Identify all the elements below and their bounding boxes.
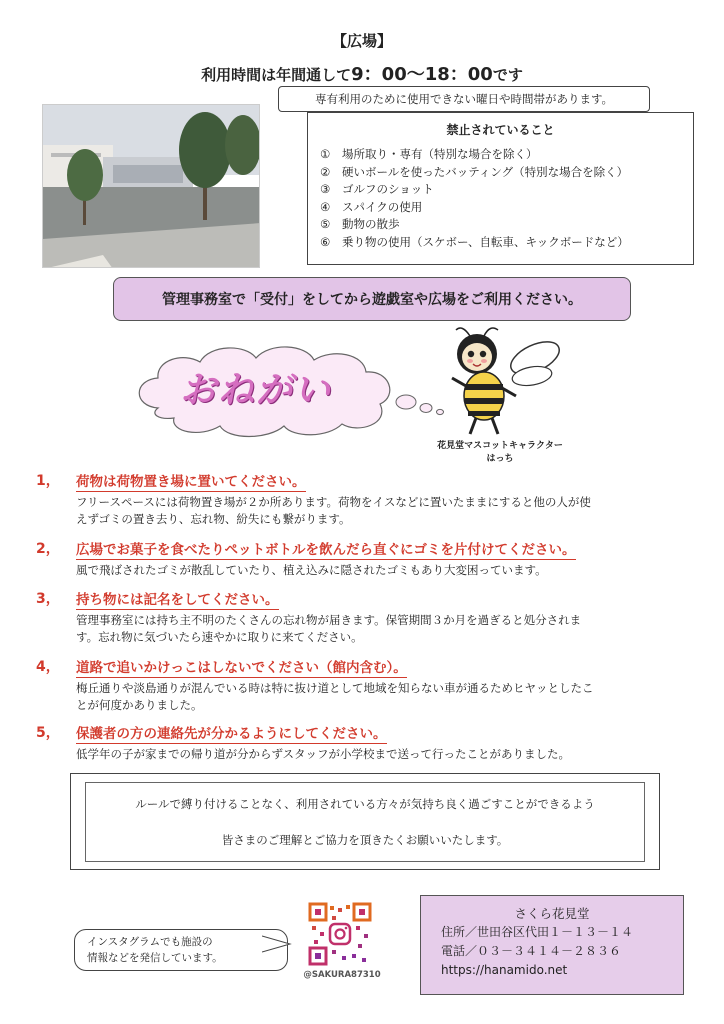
request-heading: 道路で追いかけっこはしないでください（館内含む）。	[76, 656, 407, 678]
request-heading: 保護者の方の連絡先が分かるようにしてください。	[76, 722, 387, 744]
request-heading: 持ち物には記名をしてください。	[76, 588, 279, 610]
prohibited-item	[320, 181, 681, 199]
mascot-name: はっち	[486, 454, 514, 464]
prohibited-list	[320, 146, 681, 251]
instagram-bubble	[74, 929, 288, 971]
mascot-caption-line1: 花見堂マスコットキャラクター	[437, 441, 563, 451]
onegai-title: おねがい	[180, 370, 333, 411]
prohibited-rules-box	[307, 112, 694, 265]
prohibited-text: 場所取り・専有（特別な場合を除く）	[342, 147, 538, 161]
facility-name: さくら花見堂	[514, 906, 590, 921]
facility-url[interactable]: https://hanamido.net	[441, 963, 568, 977]
prohibited-item	[320, 146, 681, 164]
request-number: 3，	[36, 591, 60, 607]
prohibited-text: ゴルフのショット	[342, 182, 434, 196]
prohibited-num: ②	[320, 164, 331, 179]
request-body-line: 梅丘通りや淡島通りが混んでいる時は特に抜け道として地域を知らない車が通るためヒヤッとしたこ	[76, 681, 594, 695]
request-heading: 広場でお菓子を食べたりペットボトルを飲んだら直ぐにゴミを片付けてください。	[76, 538, 576, 560]
hours-time: 9：00～18：00	[351, 64, 493, 85]
prohibited-text: スパイクの使用	[342, 199, 423, 214]
hours-prefix: 利用時間は年間通して	[201, 66, 352, 84]
request-body	[76, 612, 696, 646]
bubble-tail-icon	[262, 934, 292, 956]
prohibited-num: ④	[320, 199, 331, 214]
request-number: 5，	[36, 725, 60, 741]
contact-box	[420, 895, 684, 995]
request-item	[36, 656, 696, 714]
closing-inner-frame	[85, 782, 645, 862]
bubble-line2: 情報などを発信しています。	[87, 952, 223, 964]
closing-message-box	[70, 773, 660, 870]
prohibited-num: ③	[320, 182, 331, 196]
facility-address: 住所／世田谷区代田１－１３－１４	[441, 925, 634, 939]
plaza-photo-image	[43, 105, 260, 268]
opening-hours	[0, 60, 724, 86]
request-heading: 荷物は荷物置き場に置いてください。	[76, 470, 306, 492]
prohibited-title: 禁止されていること	[446, 123, 555, 137]
bee-mascot	[440, 326, 570, 438]
closing-line1: ルールで縛り付けることなく、利用されている方々が気持ち良く過ごすことができるよう	[135, 797, 595, 811]
request-number: 2，	[36, 541, 60, 557]
request-body	[76, 562, 696, 579]
prohibited-num: ①	[320, 147, 331, 161]
prohibited-text: 動物の散歩	[342, 217, 400, 231]
request-body	[76, 746, 696, 763]
request-item	[36, 722, 696, 763]
prohibited-text: 硬いボールを使ったバッティング（特別な場合を除く）	[342, 164, 629, 179]
request-item	[36, 470, 696, 528]
request-item	[36, 538, 696, 579]
request-body-line: 風で飛ばされたゴミが散乱していたり、植え込みに隠されたゴミもあり大変困っています。	[76, 563, 547, 577]
mascot-caption	[410, 440, 590, 466]
request-body	[76, 680, 696, 714]
hours-suffix: です	[492, 66, 523, 84]
request-item	[36, 588, 696, 646]
prohibited-item	[320, 164, 681, 182]
reception-banner: 管理事務室で「受付」をしてから遊戯室や広場をご利用ください。	[113, 277, 631, 321]
bee-mascot-illustration	[440, 326, 570, 438]
instagram-handle: @SAKURA87310	[303, 970, 381, 980]
request-body-line: 管理事務室には持ち主不明のたくさんの忘れ物が届きます。保管期間３か月を過ぎると処分されま	[76, 613, 582, 627]
prohibited-num: ⑥	[320, 234, 331, 249]
prohibited-item	[320, 216, 681, 234]
prohibited-item	[320, 199, 681, 217]
request-body	[76, 494, 696, 528]
prohibited-item	[320, 234, 681, 252]
prohibited-text: 乗り物の使用（スケボー、自転車、キックボードなど）	[342, 234, 629, 249]
section-title: 【広場】	[331, 32, 392, 50]
request-body-line: フリースペースには荷物置き場が２か所あります。荷物をイスなどに置いたままにすると他の人が使	[76, 495, 591, 509]
closing-line2: 皆さまのご理解とご協力を頂きたくお願いいたします。	[221, 833, 509, 847]
facility-phone: 電話／０３－３４１４－２８３６	[441, 944, 622, 958]
request-body-line: とが何度かありました。	[76, 698, 203, 712]
request-number: 4，	[36, 659, 60, 675]
request-number: 1，	[36, 473, 60, 489]
request-body-line: 低学年の子が家までの帰り道が分からずスタッフが小学校まで送って行ったことがありました。	[76, 747, 571, 761]
qr-code-icon	[308, 902, 372, 966]
instagram-qr-code[interactable]	[308, 902, 372, 966]
prohibited-num: ⑤	[320, 217, 331, 231]
request-body-line: す。忘れ物に気づいたら速やかに取りに来てください。	[76, 630, 363, 644]
request-body-line: えずゴミの置き去り、忘れ物、紛失にも繋がります。	[76, 512, 351, 526]
bubble-line1: インスタグラムでも施設の	[87, 936, 213, 948]
plaza-photo	[42, 104, 260, 268]
exclusive-use-notice: 専有利用のために使用できない曜日や時間帯があります。	[278, 86, 650, 112]
